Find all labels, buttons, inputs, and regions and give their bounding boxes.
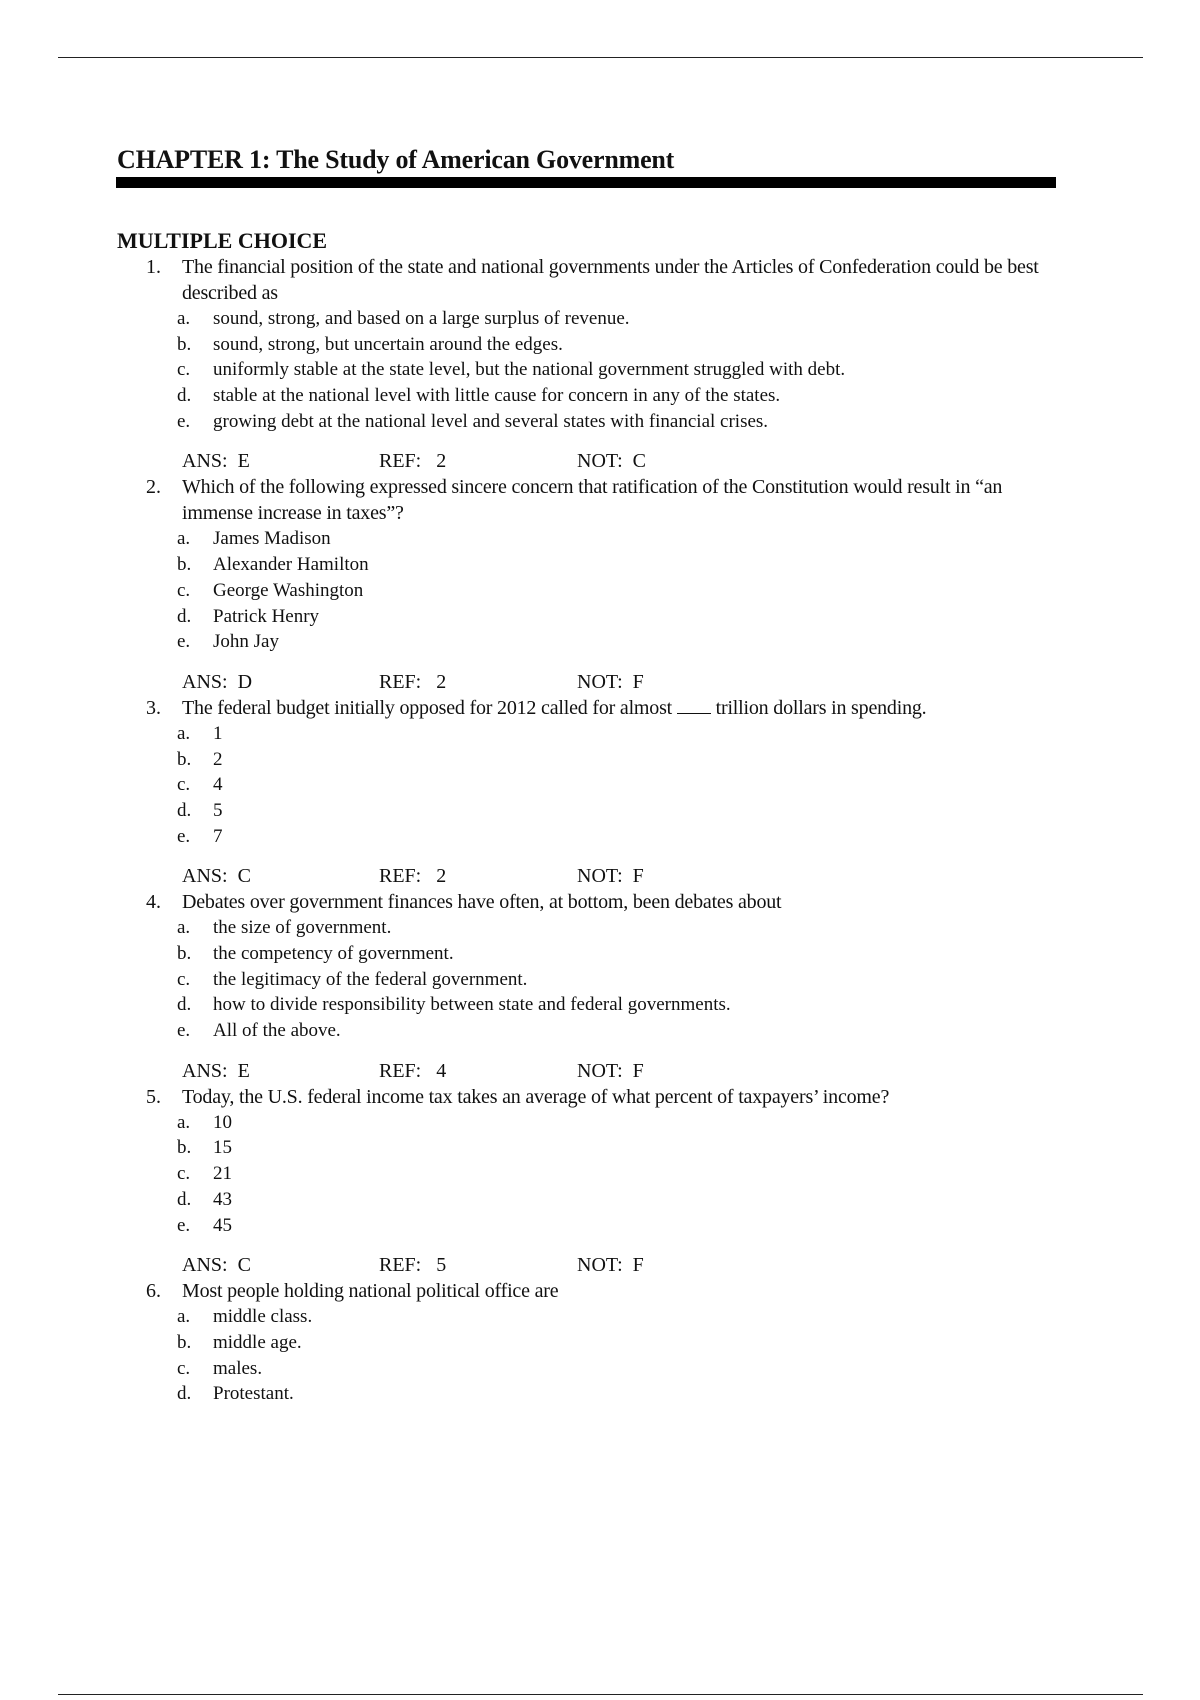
option-text: 21 — [213, 1163, 232, 1185]
option-letter: a. — [177, 308, 191, 329]
option-letter: c. — [177, 774, 191, 796]
question-stem — [0, 889, 1062, 915]
answer-option-c — [0, 967, 1200, 993]
option-letter: b. — [177, 1137, 192, 1159]
option-letter: d. — [177, 1188, 192, 1210]
answer-option-c — [0, 578, 1200, 604]
question-6 — [0, 1278, 1200, 1407]
answer-key: ANS: C — [182, 1254, 251, 1277]
option-letter: a. — [177, 1111, 191, 1133]
option-text: uniformly stable at the state level, but the national government struggled with debt. — [213, 359, 846, 381]
option-text: the competency of government. — [213, 943, 454, 964]
answer-options — [0, 915, 1200, 1043]
option-text: 1 — [213, 722, 223, 744]
answer-option-e — [0, 1018, 1200, 1044]
answer-option-b — [0, 1135, 1200, 1161]
option-text: 45 — [213, 1214, 232, 1236]
option-letter: d. — [177, 385, 192, 407]
question-stem — [0, 474, 1062, 526]
option-text: how to divide responsibility between state and federal governments. — [213, 994, 731, 1016]
option-letter: a. — [177, 917, 191, 939]
question-number: 3. — [146, 696, 161, 719]
reference: REF: 5 — [379, 1254, 447, 1277]
answer-option-b — [0, 941, 1200, 967]
option-letter: e. — [177, 825, 191, 847]
answer-option-b — [0, 332, 1200, 358]
answer-key-row — [0, 1058, 1200, 1084]
answer-key: ANS: C — [182, 865, 251, 888]
option-text: John Jay — [213, 631, 279, 653]
option-text: middle age. — [213, 1331, 302, 1353]
answer-option-d — [0, 604, 1200, 630]
option-letter: c. — [177, 1163, 191, 1185]
option-text: the size of government. — [213, 917, 392, 939]
answer-option-a — [0, 526, 1200, 552]
notation: NOT: F — [577, 670, 644, 693]
option-letter: b. — [177, 943, 192, 964]
option-letter: b. — [177, 748, 192, 770]
option-letter: b. — [177, 1331, 192, 1353]
option-letter: d. — [177, 605, 192, 627]
question-stem — [0, 1278, 1062, 1304]
option-letter: a. — [177, 528, 191, 550]
answer-option-d — [0, 383, 1200, 409]
question-4 — [0, 889, 1200, 1083]
option-text: stable at the national level with little cause for concern in any of the states. — [213, 385, 781, 407]
notation: NOT: F — [577, 1254, 644, 1277]
reference: REF: 2 — [379, 865, 447, 888]
question-5 — [0, 1084, 1200, 1278]
question-stem — [0, 254, 1062, 306]
option-text: Protestant. — [213, 1383, 294, 1405]
option-text: 15 — [213, 1137, 232, 1159]
option-letter: a. — [177, 1306, 191, 1328]
option-letter: d. — [177, 1383, 192, 1405]
option-letter: e. — [177, 1020, 191, 1042]
option-text: growing debt at the national level and several states with financial crises. — [213, 410, 769, 432]
reference: REF: 2 — [379, 670, 447, 693]
option-text: Alexander Hamilton — [213, 554, 369, 576]
answer-options — [0, 526, 1200, 654]
question-1 — [0, 254, 1200, 474]
question-2 — [0, 474, 1200, 694]
option-text: George Washington — [213, 579, 364, 601]
question-stem — [0, 1084, 1062, 1110]
option-text: Patrick Henry — [213, 605, 320, 627]
question-text: Debates over government finances have often, at bottom, been debates about — [182, 891, 782, 914]
option-letter: e. — [177, 410, 191, 432]
question-3 — [0, 695, 1200, 889]
notation: NOT: F — [577, 865, 644, 888]
option-text: 43 — [213, 1188, 232, 1210]
answer-options — [0, 306, 1200, 434]
option-letter: c. — [177, 1357, 191, 1379]
question-text: Which of the following expressed sincere concern that ratification of the Constitution would result in “an immense increase in taxes”? — [182, 476, 1003, 525]
answer-options — [0, 1304, 1200, 1407]
option-letter: a. — [177, 722, 191, 744]
answer-option-e — [0, 409, 1200, 435]
question-list — [0, 254, 1200, 1407]
option-text: sound, strong, and based on a large surplus of revenue. — [213, 308, 630, 329]
answer-key-row — [0, 863, 1200, 889]
answer-option-d — [0, 1381, 1200, 1407]
option-text: James Madison — [213, 528, 331, 550]
answer-option-b — [0, 552, 1200, 578]
answer-key-row — [0, 1252, 1200, 1278]
answer-option-b — [0, 747, 1200, 773]
option-letter: d. — [177, 994, 192, 1016]
answer-option-e — [0, 824, 1200, 850]
chapter-title-bar — [116, 177, 1056, 188]
chapter-title: CHAPTER 1: The Study of American Government — [117, 145, 675, 174]
option-text: 10 — [213, 1111, 232, 1133]
question-text: Today, the U.S. federal income tax takes an average of what percent of taxpayers’ income? — [182, 1085, 890, 1108]
option-text: the legitimacy of the federal government. — [213, 968, 528, 990]
option-letter: c. — [177, 359, 191, 381]
question-text-before-blank: The federal budget initially opposed for 2012 called for almost — [182, 696, 677, 719]
option-text: All of the above. — [213, 1020, 341, 1042]
option-text: males. — [213, 1357, 263, 1379]
option-letter: e. — [177, 1214, 191, 1236]
answer-option-a — [0, 915, 1200, 941]
answer-option-e — [0, 1213, 1200, 1239]
option-text: sound, strong, but uncertain around the edges. — [213, 333, 563, 355]
page-top-rule — [58, 57, 1143, 58]
question-text-after-blank: trillion dollars in spending. — [710, 696, 927, 719]
answer-key: ANS: D — [182, 670, 253, 693]
question-text — [182, 695, 1062, 721]
answer-option-d — [0, 992, 1200, 1018]
option-letter: c. — [177, 579, 191, 601]
notation: NOT: C — [577, 450, 647, 473]
answer-options — [0, 721, 1200, 849]
answer-option-a — [0, 1110, 1200, 1136]
answer-key-row — [0, 669, 1200, 695]
answer-option-b — [0, 1330, 1200, 1356]
answer-option-a — [0, 721, 1200, 747]
question-stem — [0, 695, 1062, 721]
answer-option-a — [0, 1304, 1200, 1330]
option-text: 4 — [213, 774, 223, 796]
answer-option-c — [0, 1356, 1200, 1382]
question-number: 1. — [146, 256, 161, 278]
answer-key: ANS: E — [182, 1059, 250, 1082]
answer-key-row — [0, 448, 1200, 474]
option-text: 5 — [213, 799, 223, 821]
question-number: 2. — [146, 476, 161, 499]
option-letter: e. — [177, 631, 191, 653]
question-text: The financial position of the state and national governments under the Articles of Confederation could be best described as — [182, 256, 1039, 304]
option-text: middle class. — [213, 1306, 313, 1328]
answer-option-c — [0, 357, 1200, 383]
answer-option-c — [0, 772, 1200, 798]
question-number: 6. — [146, 1280, 161, 1303]
option-text: 7 — [213, 825, 223, 847]
answer-option-c — [0, 1161, 1200, 1187]
answer-key: ANS: E — [182, 450, 250, 473]
answer-option-a — [0, 306, 1200, 332]
fill-in-blank — [677, 696, 711, 714]
page-bottom-rule — [58, 1694, 1143, 1695]
option-text: 2 — [213, 748, 223, 770]
notation: NOT: F — [577, 1059, 644, 1082]
reference: REF: 2 — [379, 450, 447, 473]
question-text: Most people holding national political office are — [182, 1280, 559, 1303]
answer-option-d — [0, 1187, 1200, 1213]
answer-option-d — [0, 798, 1200, 824]
reference: REF: 4 — [379, 1059, 447, 1082]
answer-options — [0, 1110, 1200, 1238]
answer-option-e — [0, 629, 1200, 655]
option-letter: b. — [177, 333, 192, 355]
section-heading: MULTIPLE CHOICE — [117, 228, 328, 253]
question-number: 4. — [146, 891, 161, 914]
question-number: 5. — [146, 1085, 161, 1108]
option-letter: c. — [177, 968, 191, 990]
option-letter: b. — [177, 554, 192, 576]
option-letter: d. — [177, 799, 192, 821]
